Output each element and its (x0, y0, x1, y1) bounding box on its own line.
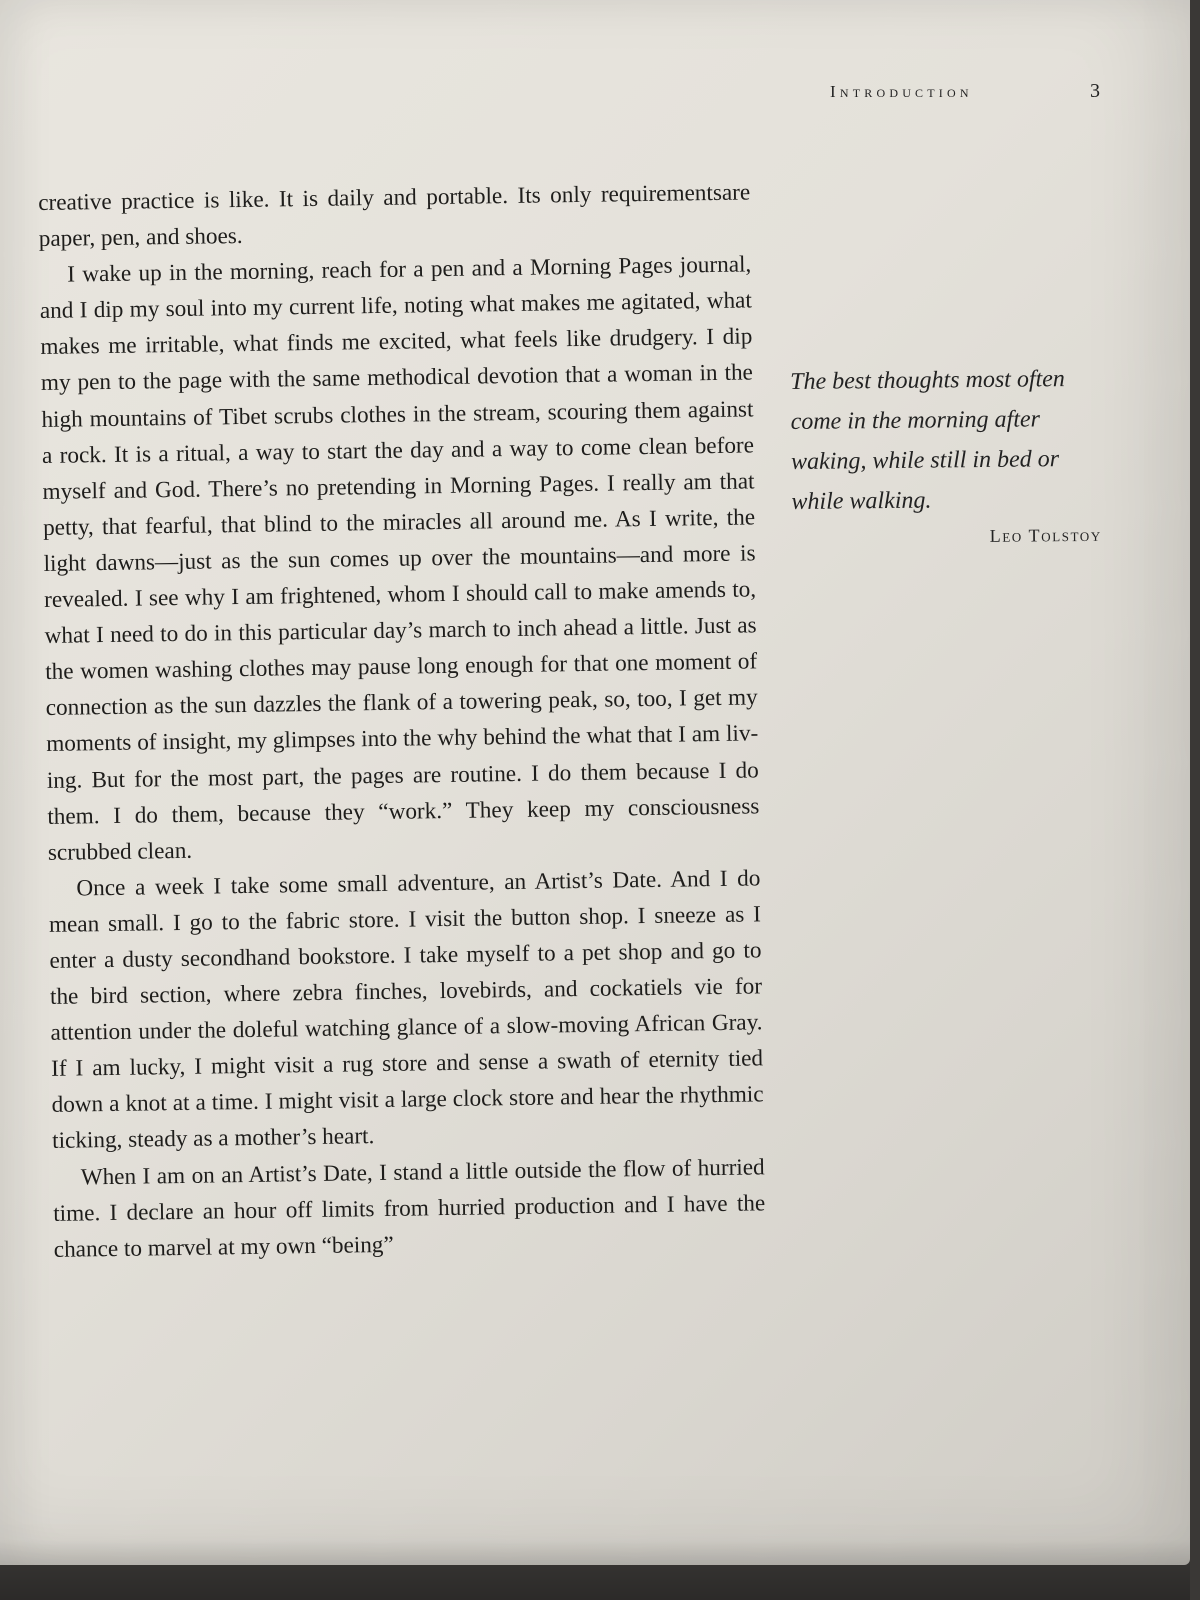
paragraph: Once a week I take some small adventure, an Artist’s Date. And I do mean small. I go to the fabric store. I visit the button shop. I sneeze as I enter a dusty secondhand bookstore. I take myself to a pet shop and go to the bird section, where zebra finches, lovebirds, and cockatiels vie for attention under the doleful watching glance of a slow-moving African Gray. If I am lucky, I might visit a rug store and sense a swath of eternity tied down a knot at a time. I might visit a large clock store and hear the rhythmic ticking, steady as a mother’s heart. (48, 865, 764, 1155)
epigraph-author: Leo Tolstoy (989, 524, 1102, 546)
body-text (38, 174, 766, 1267)
running-head (830, 80, 1100, 103)
page-bottom-edge (0, 1540, 1190, 1600)
page-number: 3 (1090, 80, 1100, 102)
epigraph-quote: The best thoughts most often come in the morning after waking, while still in bed or while walking. (790, 366, 1066, 515)
paragraph: I wake up in the morning, reach for a pen and a Morning Pages journal, and I dip my soul into my current life, noting what makes me agitated, what makes me irritable, what finds me excited, what feels like drudgery. I dip my pen to the page with the same methodical devotion that a woman in the high mountains of Tibet scrubs clothes in the stream, scouring them against a rock. It is a ritual, a way to start the day and a way to come clean before myself and God. There’s no pretending in Morning Pages. I really am that petty, that fearful, that blind to the miracles all around me. As I write, the light dawns—just as the sun comes up over the mountains—and more is revealed. I see why I am frightened, whom I should call to make amends to, what I need to do in this particular day’s march to inch ahead a little. Just as the women washing clothes may pause long enough for that one moment of connection as the sun dazzles the flank of a towering peak, so, too, I get my moments of insight, my glimpses into the why behind the what that I am living. But for the most part, the pages are routine. I do them because I do them. I do them, because they “work.” They keep my consciousness scrubbed clean. (39, 251, 760, 866)
paragraph-continued: creative practice is like. It is daily and portable. Its only requirementsare paper, pen, and shoes. (38, 179, 751, 253)
paragraph: When I am on an Artist’s Date, I stand a little outside the flow of hurried time. I declare an hour off limits from hurried production and I have the chance to marvel at my own “being” (53, 1153, 766, 1263)
epigraph (790, 359, 1102, 549)
running-title: Introduction (830, 82, 973, 101)
